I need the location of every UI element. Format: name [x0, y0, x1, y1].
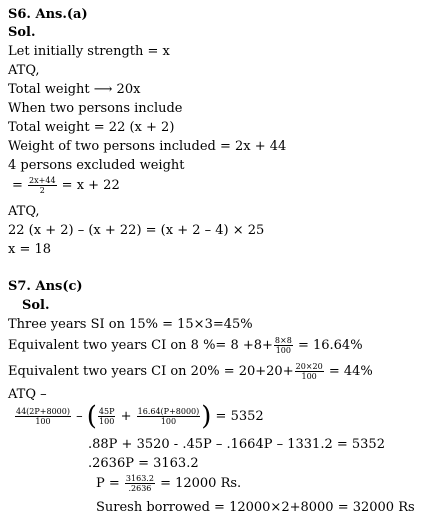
- fraction-numerator: 8×8: [274, 336, 292, 345]
- s6-line: ATQ,: [8, 63, 40, 78]
- s7-atq: ATQ –: [8, 387, 47, 402]
- fraction-denominator: 100: [35, 417, 51, 426]
- s6-line: Weight of two persons included = 2x + 44: [8, 139, 287, 154]
- fraction-denominator: 2: [39, 186, 45, 195]
- fraction-numerator: 44(2P+8000): [16, 407, 70, 416]
- s7-big-equation: [14, 402, 264, 432]
- equation-result: = 5352: [215, 409, 264, 424]
- s7-line: Three years SI on 15% = 15×3=45%: [8, 317, 253, 332]
- plus-sign: +: [120, 409, 132, 424]
- s6-line: Let initially strength = x: [8, 44, 170, 59]
- fraction-denominator: 100: [160, 417, 177, 426]
- fraction: [295, 362, 324, 381]
- equals-sign: =: [12, 178, 23, 193]
- fraction: [125, 474, 155, 493]
- text: = 44%: [328, 364, 373, 379]
- s6-equation: 22 (x + 2) – (x + 22) = (x + 2 – 4) × 25: [8, 223, 265, 238]
- s7-heading: S7. Ans(c): [8, 279, 83, 294]
- fraction-denominator: 100: [99, 417, 115, 426]
- fraction-numerator: 45P: [98, 407, 115, 416]
- left-paren: (: [86, 401, 97, 432]
- text: = 16.64%: [297, 338, 363, 353]
- text: P =: [96, 476, 120, 491]
- fraction: [137, 407, 201, 426]
- minus-sign: –: [76, 409, 83, 424]
- s6-line: 4 persons excluded weight: [8, 158, 185, 173]
- s7-p-line: [96, 472, 241, 496]
- s7-line: .2636P = 3163.2: [88, 456, 199, 471]
- fraction-denominator: 100: [301, 372, 317, 381]
- s6-fraction-equation: [12, 175, 120, 197]
- s6-line: Total weight ⟶ 20x: [8, 82, 141, 97]
- fraction-numerator: 2x+44: [29, 176, 56, 185]
- fraction: [28, 176, 56, 195]
- text: Equivalent two years CI on 20% = 20+20+: [8, 364, 294, 379]
- s6-atq: ATQ,: [8, 204, 40, 219]
- equation-result: = x + 22: [61, 178, 120, 193]
- s6-answer: x = 18: [8, 242, 52, 257]
- s6-heading: S6. Ans.(a): [8, 7, 88, 22]
- text: = 12000 Rs.: [160, 476, 242, 491]
- right-paren: ): [201, 401, 212, 432]
- s7-line: .88P + 3520 - .45P – .1664P – 1331.2 = 5352: [88, 437, 385, 452]
- fraction: [274, 336, 293, 355]
- s7-sol-label: Sol.: [22, 298, 50, 313]
- fraction-numerator: 20×20: [295, 362, 323, 371]
- fraction-numerator: 3163.2: [125, 474, 154, 483]
- fraction: [98, 407, 116, 426]
- fraction-denominator: .2636: [128, 484, 152, 493]
- fraction-denominator: 100: [275, 346, 291, 355]
- s7-final-line: Suresh borrowed = 12000×2+8000 = 32000 Rs: [96, 500, 415, 515]
- s6-line: When two persons include: [8, 101, 183, 116]
- s7-ci-8-line: [8, 334, 363, 358]
- text: Equivalent two years CI on 8 %= 8 +8+: [8, 338, 273, 353]
- s6-sol-label: Sol.: [8, 25, 36, 40]
- s6-line: Total weight = 22 (x + 2): [8, 120, 175, 135]
- fraction: [15, 407, 71, 426]
- s7-ci-20-line: [8, 360, 373, 384]
- fraction-numerator: 16.64(P+8000): [137, 407, 200, 416]
